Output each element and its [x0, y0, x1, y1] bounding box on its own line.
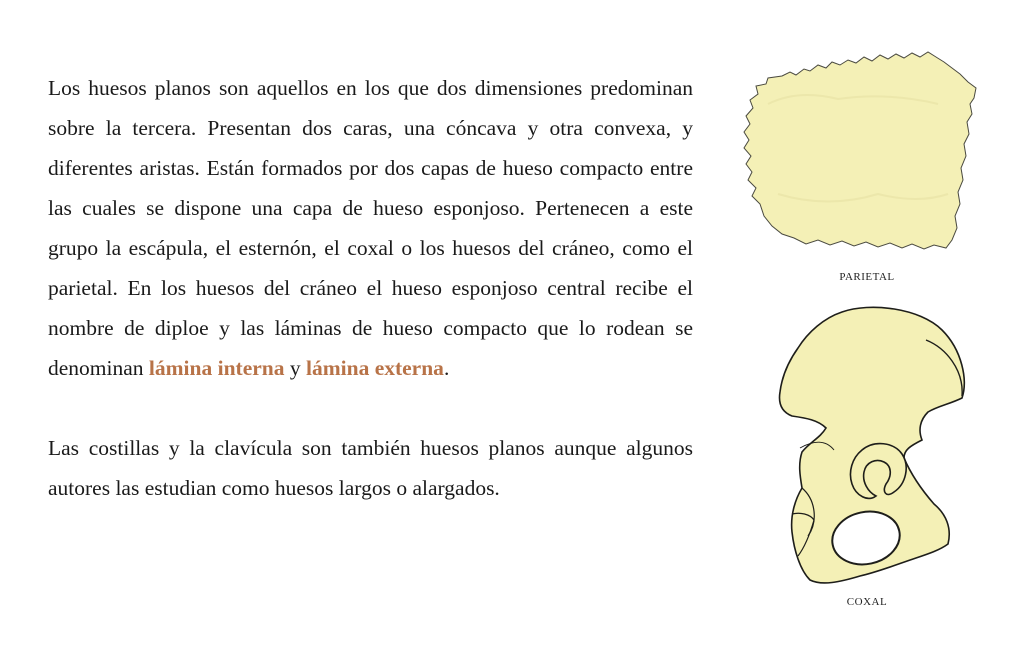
coxal-caption: COXAL: [846, 596, 888, 608]
paragraph-text-c: .: [443, 356, 450, 380]
paragraph-flat-bones: [48, 68, 693, 388]
parietal-caption: PARIETAL: [839, 271, 895, 283]
coxal-bone-illustration: [770, 300, 970, 592]
term-lamina-interna: lámina interna: [148, 356, 285, 380]
paragraph-text-a: Los huesos planos son aquellos en los que dos dimensiones predominan sobre la tercera. Presentan dos caras, una cóncava y otra convexa, y diferentes aristas. Están formados por dos capas de hueso compacto entre las cuales se dispone una capa de hueso esponjoso. Pertenecen a este grupo la escápula, el esternón, el coxal o los huesos del cráneo, como el parietal. En los huesos del cráneo el hueso esponjoso central recibe el nombre de diploe y las láminas de hueso compacto que lo rodean se denominan: [48, 76, 693, 380]
paragraph-text-b: y: [284, 356, 306, 380]
text-column: [48, 68, 693, 508]
term-lamina-externa: lámina externa: [306, 356, 444, 380]
parietal-bone-illustration: [738, 44, 984, 264]
paragraph-ribs-clavicle: Las costillas y la clavícula son también huesos planos aunque algunos autores las estudian como huesos largos o alargados.: [48, 436, 693, 500]
parietal-bone-shape: [744, 52, 976, 249]
